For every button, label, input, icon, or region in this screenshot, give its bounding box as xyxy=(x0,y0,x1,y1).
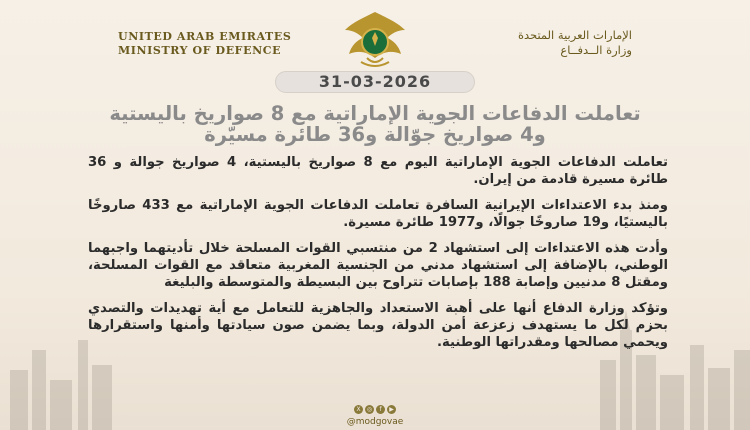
header xyxy=(0,8,750,70)
headline-line-1: تعاملت الدفاعات الجوية الإماراتية مع 8 صواريخ باليستية xyxy=(109,102,641,125)
ministry-name-english-line: MINISTRY OF DEFENCE xyxy=(118,44,282,57)
country-name-arabic: الإمارات العربية المتحدة xyxy=(517,28,632,42)
youtube-icon[interactable]: ▶ xyxy=(387,405,396,414)
date-badge: 31-03-2026 xyxy=(275,71,475,93)
ministry-name-arabic xyxy=(412,28,632,58)
headline xyxy=(95,103,655,145)
footer xyxy=(0,405,750,427)
facebook-icon[interactable]: f xyxy=(376,405,385,414)
paragraph: وتؤكد وزارة الدفاع أنها على أهبة الاستعداد والجاهزية للتعامل مع أية تهديدات والتصدي بحزم لكل ما يستهدف زعزعة أمن الدولة، وبما يضمن صون سيادتها وأمنها واستقرارها ويحمي مصالحها ومقدراتها الوطنية. xyxy=(88,301,668,350)
paragraph: ومنذ بدء الاعتداءات الإيرانية السافرة تعاملت الدفاعات الجوية الإماراتية مع 433 صاروخًا باليستيًا، و19 صاروخًا جوالًا، و1977 طائرة مسيرة. xyxy=(88,198,669,230)
uae-emblem-icon xyxy=(333,8,417,72)
social-handle[interactable]: @modgovae xyxy=(346,417,404,427)
headline-line-2: و4 صواريخ جوّالة و36 طائرة مسيّرة xyxy=(204,123,546,146)
statement-body xyxy=(88,154,668,360)
instagram-icon[interactable]: ◎ xyxy=(366,406,373,413)
paragraph: وأدت هذه الاعتداءات إلى استشهاد 2 من منتسبي القوات المسلحة خلال تأديتهما واجبهما الوطني، بالإضافة إلى استشهاد مدني من الجنسية المغربية متعاقد مع القوات المسلحة، ومقتل 8 مدنيين وإصابة 188 بإصابات تتراوح بين البسيطة والمتوسطة والبليغة xyxy=(88,241,669,290)
ministry-name-english xyxy=(118,30,338,58)
social-icons xyxy=(354,405,396,414)
x-icon[interactable]: X xyxy=(354,405,363,414)
paragraph: تعاملت الدفاعات الجوية الإماراتية اليوم مع 8 صواريخ باليستية، 4 صواريخ جوالة و 36 طائرة مسيرة قادمة من إيران. xyxy=(88,155,668,187)
ministry-name-arabic-line: وزارة الــدفــاع xyxy=(560,43,632,57)
country-name-english: UNITED ARAB EMIRATES xyxy=(118,30,292,43)
